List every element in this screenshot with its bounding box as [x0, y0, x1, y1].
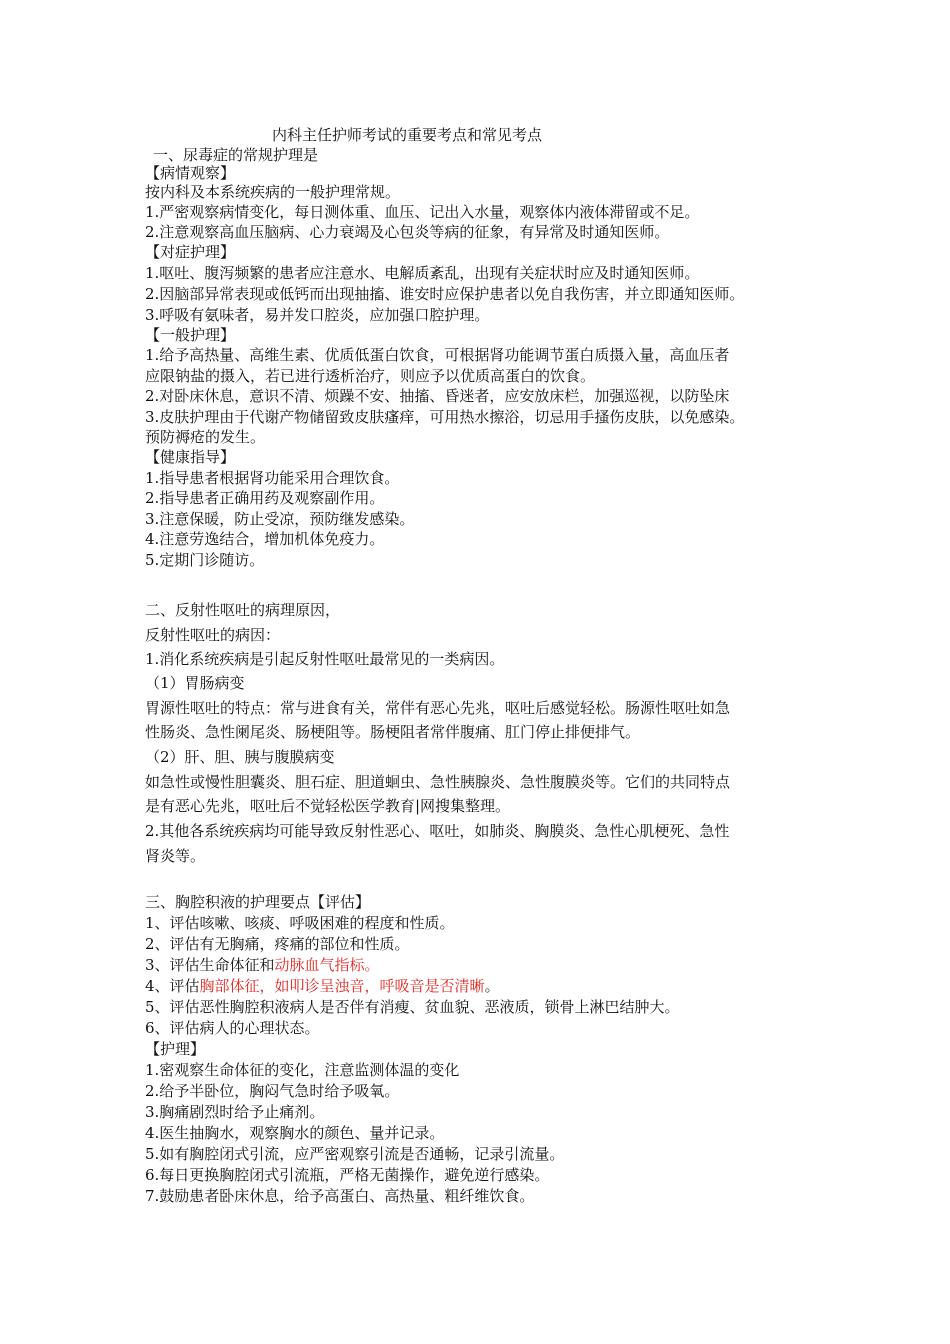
- paragraph-line: 2.其他各系统疾病均可能导致反射性恶心、呕吐，如肺炎、胸膜炎、急性心肌梗死、急性: [145, 822, 730, 840]
- paragraph-line: 预防褥疮的发生。: [145, 428, 266, 446]
- section-1-heading: 一、尿毒症的常规护理是: [153, 146, 319, 164]
- text-normal: 。: [484, 977, 500, 995]
- text-normal: 3、评估生命体征和: [145, 956, 275, 974]
- paragraph-line: 按内科及本系统疾病的一般护理常规。: [145, 183, 401, 201]
- highlighted-text: 动脉血气指标。: [274, 956, 380, 974]
- paragraph-line: 5.如有胸腔闭式引流，应严密观察引流是否通畅，记录引流量。: [145, 1145, 565, 1163]
- paragraph-line: 4.注意劳逸结合，增加机体免疫力。: [145, 530, 385, 548]
- paragraph-line: 性肠炎、急性阑尾炎、肠梗阻等。肠梗阻者常伴腹痛、肛门停止排便排气。: [145, 723, 641, 741]
- paragraph-line: 胃源性呕吐的特点：常与进食有关，常伴有恶心先兆，呕吐后感觉轻松。肠源性呕吐如急: [145, 699, 731, 717]
- paragraph-line: 1.严密观察病情变化，每日测体重、血压、记出入水量，观察体内液体滞留或不足。: [145, 203, 700, 221]
- paragraph-line: 5、评估恶性胸腔积液病人是否伴有消瘦、贫血貌、恶液质，锁骨上淋巴结肿大。: [145, 998, 680, 1016]
- paragraph-line: 肾炎等。: [145, 847, 206, 865]
- paragraph-line: 2.给予半卧位，胸闷气急时给予吸氧。: [145, 1082, 400, 1100]
- paragraph-line: 1.消化系统疾病是引起反射性呕吐最常见的一类病因。: [145, 650, 505, 668]
- paragraph-line: 4.医生抽胸水，观察胸水的颜色、量并记录。: [145, 1124, 445, 1142]
- paragraph-line: [145, 956, 380, 974]
- paragraph-line: 2.对卧床休息，意识不清、烦躁不安、抽搐、昏迷者，应安放床栏，加强巡视，以防坠床: [145, 387, 730, 405]
- section-3-heading: 三、胸腔积液的护理要点【评估】: [145, 893, 371, 911]
- paragraph-line: 2.注意观察高血压脑病、心力衰竭及心包炎等病的征象，有异常及时通知医师。: [145, 223, 670, 241]
- paragraph-line: 7.鼓励患者卧床休息，给予高蛋白、高热量、粗纤维饮食。: [145, 1187, 535, 1205]
- paragraph-line: （2）肝、胆、胰与腹膜病变: [145, 748, 335, 766]
- paragraph-line: 3.皮肤护理由于代谢产物储留致皮肤瘙痒，可用热水擦浴，切忌用手搔伤皮肤，以免感染。: [145, 408, 745, 426]
- subheading-observe: 【病情观察】: [145, 164, 236, 182]
- paragraph-line: 3.呼吸有氨味者，易并发口腔炎，应加强口腔护理。: [145, 306, 490, 324]
- paragraph-line: 6.每日更换胸腔闭式引流瓶，严格无菌操作，避免逆行感染。: [145, 1166, 550, 1184]
- paragraph-line: 1.给予高热量、高维生素、优质低蛋白饮食，可根据肾功能调节蛋白质摄入量，高血压者: [145, 346, 730, 364]
- paragraph-line: 如急性或慢性胆囊炎、胆石症、胆道蛔虫、急性胰腺炎、急性腹膜炎等。它们的共同特点: [145, 773, 731, 791]
- paragraph-line: 6、评估病人的心理状态。: [145, 1019, 320, 1037]
- subheading-health: 【健康指导】: [145, 448, 236, 466]
- section-2-heading: 二、反射性呕吐的病理原因，: [145, 601, 341, 619]
- subheading-care: 【护理】: [145, 1040, 206, 1058]
- paragraph-line: （1）胃肠病变: [145, 674, 245, 692]
- paragraph-line: 1.密观察生命体征的变化，注意监测体温的变化: [145, 1061, 460, 1079]
- paragraph-line: 1.指导患者根据肾功能采用合理饮食。: [145, 469, 400, 487]
- document-title: 内科主任护师考试的重要考点和常见考点: [272, 126, 543, 144]
- paragraph-line: 3.注意保暖，防止受凉，预防继发感染。: [145, 510, 415, 528]
- text-normal: 4、评估: [145, 977, 200, 995]
- paragraph-line: 应限钠盐的摄入，若已进行透析治疗，则应予以优质高蛋白的饮食。: [145, 367, 596, 385]
- paragraph-line: 2.因脑部异常表现或低钙而出现抽搐、谁安时应保护患者以免自我伤害，并立即通知医师。: [145, 285, 745, 303]
- paragraph-line: 1、评估咳嗽、咳痰、呼吸困难的程度和性质。: [145, 914, 455, 932]
- paragraph-line: 是有恶心先兆，呕吐后不觉轻松医学教育|网搜集整理。: [145, 797, 511, 815]
- paragraph-line: 1.呕吐、腹泻频繁的患者应注意水、电解质紊乱，出现有关症状时应及时通知医师。: [145, 264, 700, 282]
- paragraph-line: 2、评估有无胸痛，疼痛的部位和性质。: [145, 935, 410, 953]
- paragraph-line: 2.指导患者正确用药及观察副作用。: [145, 489, 385, 507]
- subheading-symptom: 【对症护理】: [145, 243, 236, 261]
- paragraph-line: 反射性呕吐的病因：: [145, 626, 281, 644]
- paragraph-line: [145, 977, 500, 995]
- highlighted-text: 胸部体征，如叩诊呈浊音，呼吸音是否清晰: [199, 977, 485, 995]
- subheading-general: 【一般护理】: [145, 326, 236, 344]
- paragraph-line: 5.定期门诊随访。: [145, 551, 265, 569]
- paragraph-line: 3.胸痛剧烈时给予止痛剂。: [145, 1103, 325, 1121]
